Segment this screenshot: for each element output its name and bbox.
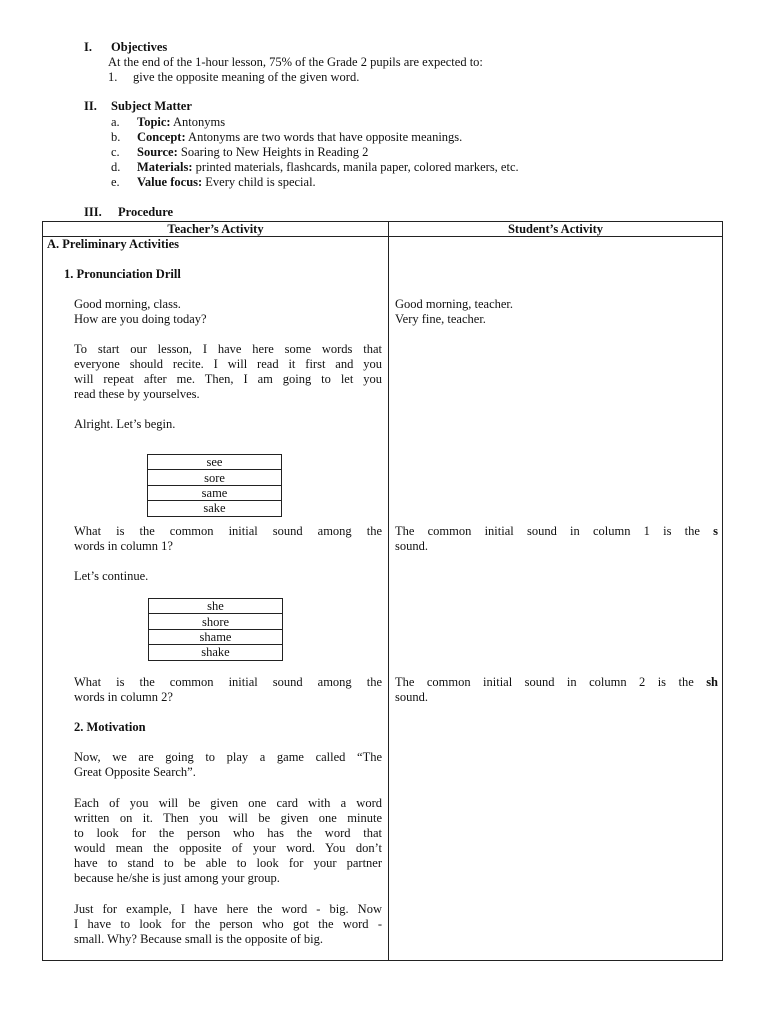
subject-item-letter: a. [111,115,120,129]
student-answer-column-2 [395,675,718,705]
subject-item-value-focus [137,175,316,190]
paragraph-line: to look for the person who has the word that [74,826,382,840]
objective-item-number: 1. [108,70,118,84]
section-a-heading: A. Preliminary Activities [47,237,180,251]
student-response: Very fine, teacher. [395,312,486,326]
motivation-paragraph [74,750,382,780]
subject-item-label: Value focus: [137,175,203,189]
paragraph-line: sound. [395,539,428,553]
word-cell: shake [149,645,283,660]
teacher-greeting: Good morning, class. [74,297,181,311]
subject-item-value: printed materials, flashcards, manila paper, colored markers, etc. [192,160,519,174]
word-cell: sake [148,501,282,516]
example-paragraph [74,902,382,947]
objective-item-text: give the opposite meaning of the given word. [133,70,360,84]
column-divider [388,222,389,960]
motivation-heading: 2. Motivation [74,720,146,734]
paragraph-line: words in column 1? [74,539,173,553]
word-cell: same [148,485,282,500]
paragraph-line: Just for example, I have here the word - big. Now [74,902,382,916]
subject-item-label: Materials: [137,160,193,174]
subject-item-value: Antonyms are two words that have opposite meanings. [185,130,463,144]
student-activity-header: Student’s Activity [507,222,604,236]
word-cell: she [149,599,283,614]
answer-text: The common initial sound in column 1 is the [395,524,700,538]
subject-matter-numeral: II. [84,99,97,113]
subject-item-value: Soaring to New Heights in Reading 2 [177,145,369,159]
subject-item-letter: c. [111,145,120,159]
procedure-numeral: III. [84,205,102,219]
word-cell: see [148,455,282,470]
subject-item-concept [137,130,462,145]
objectives-intro: At the end of the 1-hour lesson, 75% of the Grade 2 pupils are expected to: [108,55,483,69]
paragraph-line: because he/she is just among your group. [74,871,280,885]
column-2-word-table [148,598,283,661]
subject-matter-heading: Subject Matter [111,99,192,113]
subject-item-topic [137,115,225,130]
word-cell: shore [149,614,283,629]
paragraph-line: have to stand to be able to look for your partner [74,856,382,870]
paragraph-line: would mean the opposite of your word. You don’t [74,841,382,855]
objectives-heading: Objectives [111,40,168,54]
paragraph-line: written on it. Then you will be given one minute [74,811,382,825]
game-rules-paragraph [74,796,382,886]
procedure-heading: Procedure [118,205,174,219]
paragraph-line: To start our lesson, I have here some words that [74,342,382,356]
paragraph-line: Great Opposite Search”. [74,765,196,779]
paragraph-line: read these by yourselves. [74,387,200,401]
paragraph-line: small. Why? Because small is the opposite of big. [74,932,324,946]
word-cell: shame [149,629,283,644]
subject-item-label: Concept: [137,130,186,144]
subject-item-letter: e. [111,175,120,189]
teacher-activity-header: Teacher’s Activity [167,222,264,236]
paragraph-line: sound. [395,690,428,704]
objectives-numeral: I. [84,40,92,54]
paragraph-line: everyone should recite. I will read it first and you [74,357,382,371]
teacher-question: How are you doing today? [74,312,207,326]
subject-item-value: Antonyms [170,115,226,129]
pronunciation-drill-heading: 1. Pronunciation Drill [64,267,181,281]
answer-text: The common initial sound in column 2 is the [395,675,694,689]
subject-item-letter: d. [111,160,121,174]
teacher-question-column-1 [74,524,382,554]
column-1-word-table [147,454,282,517]
teacher-intro-paragraph [74,342,382,402]
answer-line [395,675,718,690]
subject-item-label: Source: [137,145,178,159]
subject-item-letter: b. [111,130,121,144]
paragraph-line: will repeat after me. Then, I am going to let you [74,372,382,386]
answer-sound: sh [706,675,719,689]
paragraph-line: What is the common initial sound among the [74,524,382,538]
answer-line [395,524,718,539]
word-cell: sore [148,470,282,485]
subject-item-value: Every child is special. [202,175,316,189]
subject-item-source [137,145,368,160]
student-answer-column-1 [395,524,718,554]
paragraph-line: I have to look for the person who got the word - [74,917,382,931]
subject-item-label: Topic: [137,115,171,129]
teacher-begin: Alright. Let’s begin. [74,417,176,431]
paragraph-line: What is the common initial sound among the [74,675,382,689]
teacher-continue: Let’s continue. [74,569,149,583]
teacher-question-column-2 [74,675,382,705]
paragraph-line: Now, we are going to play a game called “The [74,750,382,764]
paragraph-line: Each of you will be given one card with a word [74,796,382,810]
subject-item-materials [137,160,519,175]
student-greeting: Good morning, teacher. [395,297,514,311]
paragraph-line: words in column 2? [74,690,173,704]
answer-sound: s [713,524,719,538]
